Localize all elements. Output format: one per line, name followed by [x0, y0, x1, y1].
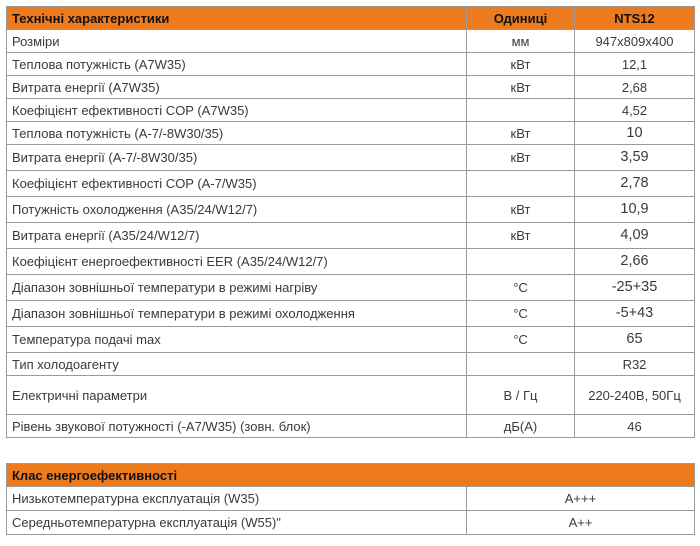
table-row — [7, 275, 695, 301]
param-cell: Витрата енергії (A-7/-8W30/35) — [7, 145, 467, 171]
table-row — [7, 99, 695, 122]
unit-cell: °C — [467, 327, 575, 353]
unit-cell — [467, 353, 575, 376]
param-cell: Рівень звукової потужності (-A7/W35) (зовн. блок) — [7, 415, 467, 438]
param-cell: Розміри — [7, 30, 467, 53]
unit-cell: дБ(А) — [467, 415, 575, 438]
value-cell: 220-240В, 50Гц — [575, 376, 695, 415]
value-cell: 10,9 — [575, 197, 695, 223]
unit-cell: кВт — [467, 223, 575, 249]
param-cell: Коефіцієнт енергоефективності EER (A35/24/W12/7) — [7, 249, 467, 275]
value-cell: 10 — [575, 122, 695, 145]
value-cell: 3,59 — [575, 145, 695, 171]
class-value-cell: A+++ — [467, 487, 695, 511]
param-cell: Коефіцієнт ефективності COP (A7W35) — [7, 99, 467, 122]
table-row — [7, 197, 695, 223]
table-row — [7, 145, 695, 171]
unit-cell — [467, 249, 575, 275]
param-cell: Коефіцієнт ефективності COP (A-7/W35) — [7, 171, 467, 197]
table-row — [7, 223, 695, 249]
param-cell: Діапазон зовнішньої температури в режимі нагріву — [7, 275, 467, 301]
value-cell: -5+43 — [575, 301, 695, 327]
table-row — [7, 353, 695, 376]
value-cell: 46 — [575, 415, 695, 438]
param-cell: Витрата енергії (A7W35) — [7, 76, 467, 99]
spec-header-row — [7, 7, 695, 30]
spec-header-param: Технічні характеристики — [7, 7, 467, 30]
param-cell: Потужність охолодження (A35/24/W12/7) — [7, 197, 467, 223]
spec-header-unit: Одиниці — [467, 7, 575, 30]
unit-cell — [467, 99, 575, 122]
unit-cell: кВт — [467, 197, 575, 223]
table-row — [7, 487, 695, 511]
class-value-cell: A++ — [467, 511, 695, 535]
unit-cell: кВт — [467, 76, 575, 99]
table-row — [7, 415, 695, 438]
value-cell: 12,1 — [575, 53, 695, 76]
class-header-row — [7, 464, 695, 487]
class-label-cell: Низькотемпературна експлуатація (W35) — [7, 487, 467, 511]
param-cell: Теплова потужність (A-7/-8W30/35) — [7, 122, 467, 145]
value-cell: 2,78 — [575, 171, 695, 197]
table-row — [7, 171, 695, 197]
unit-cell: °C — [467, 301, 575, 327]
value-cell: 65 — [575, 327, 695, 353]
param-cell: Діапазон зовнішньої температури в режимі охолодження — [7, 301, 467, 327]
spec-header-model: NTS12 — [575, 7, 695, 30]
table-row — [7, 301, 695, 327]
unit-cell: мм — [467, 30, 575, 53]
value-cell: 2,66 — [575, 249, 695, 275]
table-row — [7, 249, 695, 275]
table-row — [7, 122, 695, 145]
unit-cell: кВт — [467, 122, 575, 145]
energy-class-table — [6, 463, 695, 535]
unit-cell: °C — [467, 275, 575, 301]
unit-cell: кВт — [467, 145, 575, 171]
table-row — [7, 511, 695, 535]
table-row — [7, 376, 695, 415]
param-cell: Тип холодоагенту — [7, 353, 467, 376]
unit-cell — [467, 171, 575, 197]
table-row — [7, 53, 695, 76]
class-label-cell: Середньотемпературна експлуатація (W55)" — [7, 511, 467, 535]
value-cell: 4,09 — [575, 223, 695, 249]
param-cell: Витрата енергії (A35/24/W12/7) — [7, 223, 467, 249]
param-cell: Теплова потужність (A7W35) — [7, 53, 467, 76]
param-cell: Електричні параметри — [7, 376, 467, 415]
table-row — [7, 327, 695, 353]
param-cell: Температура подачі max — [7, 327, 467, 353]
spec-table — [6, 6, 695, 438]
value-cell: 2,68 — [575, 76, 695, 99]
table-row — [7, 30, 695, 53]
unit-cell: кВт — [467, 53, 575, 76]
table-row — [7, 76, 695, 99]
value-cell: -25+35 — [575, 275, 695, 301]
unit-cell: В / Гц — [467, 376, 575, 415]
value-cell: 4,52 — [575, 99, 695, 122]
value-cell: R32 — [575, 353, 695, 376]
value-cell: 947x809x400 — [575, 30, 695, 53]
class-header: Клас енергоефективності — [7, 464, 695, 487]
